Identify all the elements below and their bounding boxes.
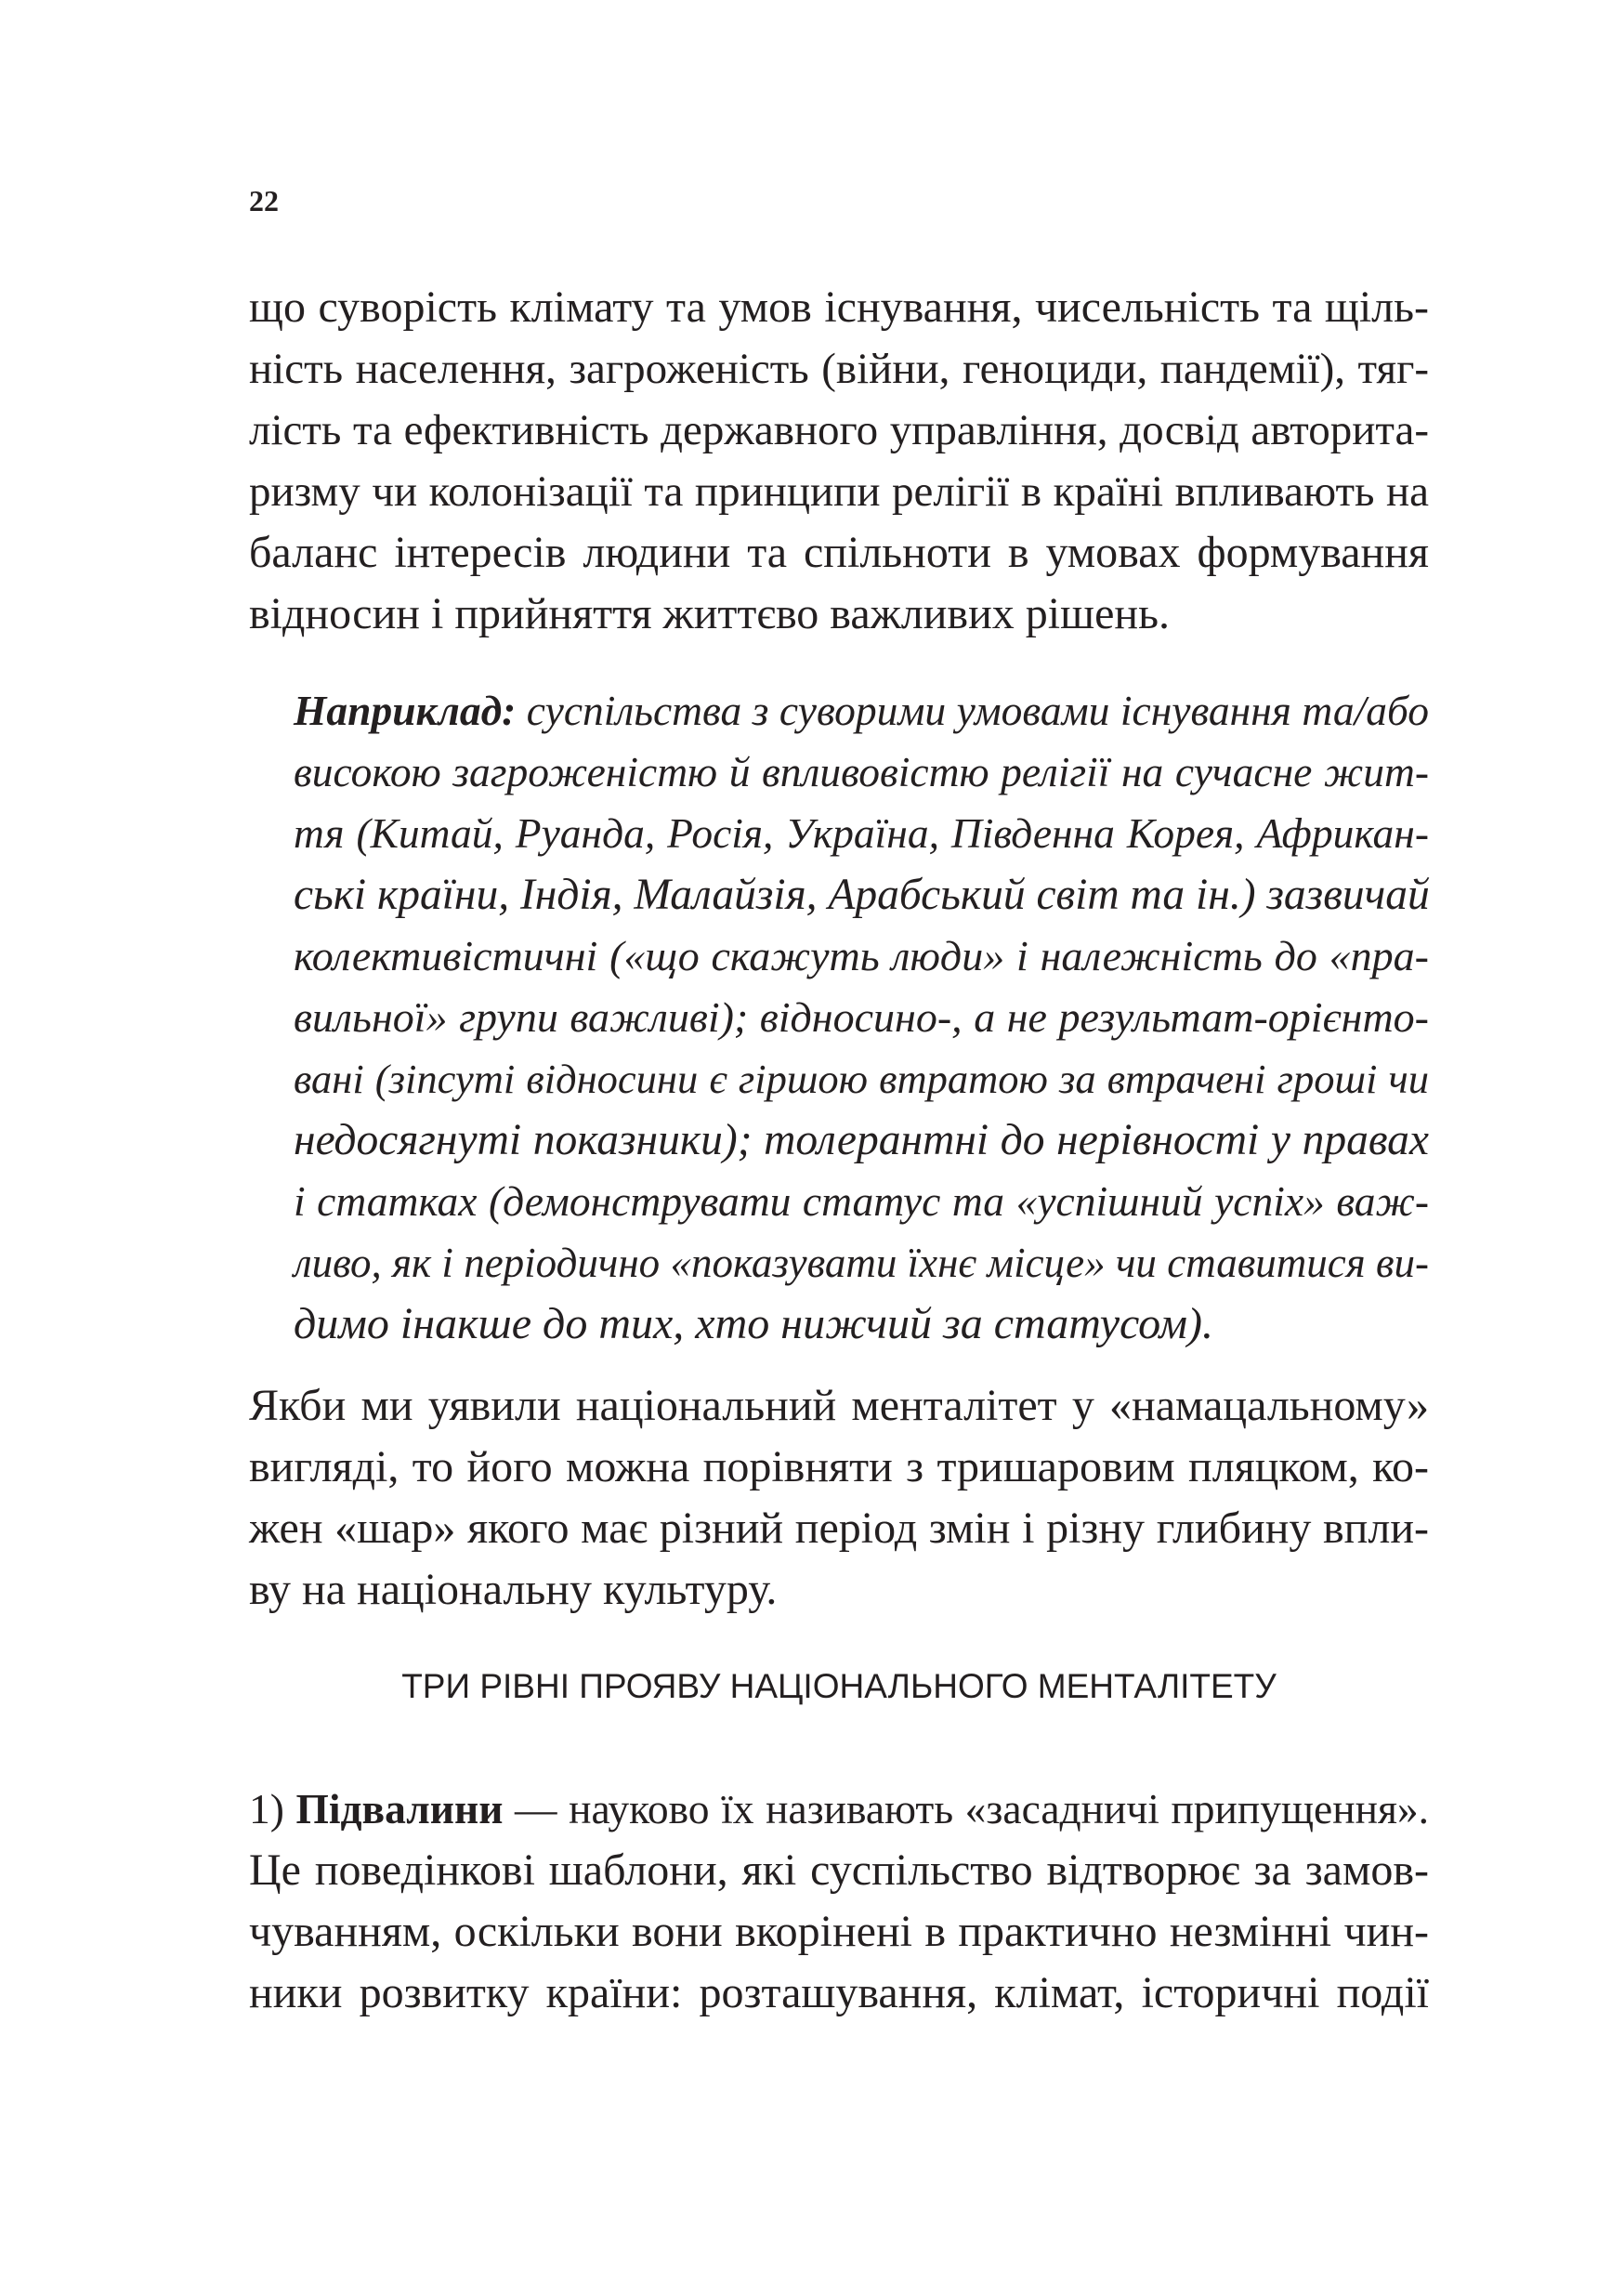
- term-foundations: Підвалини: [295, 1785, 504, 1832]
- text-line: що суворість клімату та умов існування, чисельність та щіль-: [249, 282, 1429, 332]
- text-line: ризму чи колонізації та принципи релігії в країні впливають на: [249, 467, 1429, 516]
- example-block: [294, 680, 1429, 1355]
- text-line: Це поведінкові шаблони, які суспільство відтворює за замов-: [249, 1845, 1429, 1895]
- text-line: і статках (демонструвати статус та «успішний успіх» важ-: [294, 1177, 1429, 1225]
- text-line: недосягнуті показники); толерантні до нерівності у правах: [294, 1116, 1429, 1164]
- text-line: чуванням, оскільки вони вкорінені в практично незмінні чин-: [249, 1907, 1429, 1956]
- text-line: високою загроженістю й впливовістю релігії на сучасне жит-: [294, 748, 1429, 795]
- text-line: відносин і прийняття життєво важливих рішень.: [249, 589, 1170, 638]
- text-line: вигляді, то його можна порівняти з тришаровим пляцком, ко-: [249, 1442, 1429, 1491]
- text-line: вильної» групи важливі); відносино-, а не результат-орієнто-: [294, 993, 1429, 1041]
- text-line: ву на національну культуру.: [249, 1565, 778, 1614]
- page-number: 22: [249, 184, 279, 217]
- text-line: лість та ефективність державного управління, досвід авторита-: [249, 406, 1429, 454]
- text-line: димо інакше до тих, хто нижчий за статусом).: [294, 1299, 1213, 1348]
- list-number: 1): [249, 1785, 296, 1832]
- body-paragraph-3: [249, 1779, 1429, 2024]
- text-line: ські країни, Індія, Малайзія, Арабський світ та ін.) зазвичай: [294, 871, 1430, 919]
- text-line: [294, 680, 1429, 742]
- body-paragraph-2: [249, 1375, 1429, 1621]
- text-line: вані (зіпсуті відносини є гіршою втратою за втрачені гроші чи: [294, 1056, 1429, 1102]
- example-label: Наприклад:: [294, 687, 517, 734]
- text-line: ливо, як і періодично «показувати їхнє місце» чи ставитися ви-: [294, 1240, 1429, 1286]
- text-line: тя (Китай, Руанда, Росія, Україна, Південна Корея, Африкан-: [294, 809, 1429, 857]
- example-first-line-text: суспільства з суворими умовами існування та/або: [516, 687, 1429, 734]
- text-line: колективістичні («що скажуть люди» і належність до «пра-: [294, 932, 1429, 979]
- paragraph3-first-line-text: — науково їх називають «засадничі припущення».: [503, 1785, 1429, 1832]
- body-paragraph-1: [249, 277, 1429, 645]
- text-line: [249, 1779, 1429, 1840]
- section-heading: ТРИ РІВНІ ПРОЯВУ НАЦІОНАЛЬНОГО МЕНТАЛІТЕТУ: [401, 1667, 1277, 1705]
- text-line: Якби ми уявили національний менталітет у «намацальному»: [249, 1381, 1429, 1430]
- text-line: жен «шар» якого має різний період змін і різну глибину впли-: [249, 1504, 1429, 1553]
- text-line: ники розвитку країни: розташування, клімат, історичні події: [249, 1968, 1429, 2017]
- text-line: баланс інтересів людини та спільноти в умовах формування: [249, 528, 1429, 577]
- text-line: ність населення, загроженість (війни, геноциди, пандемії), тяг-: [249, 345, 1429, 393]
